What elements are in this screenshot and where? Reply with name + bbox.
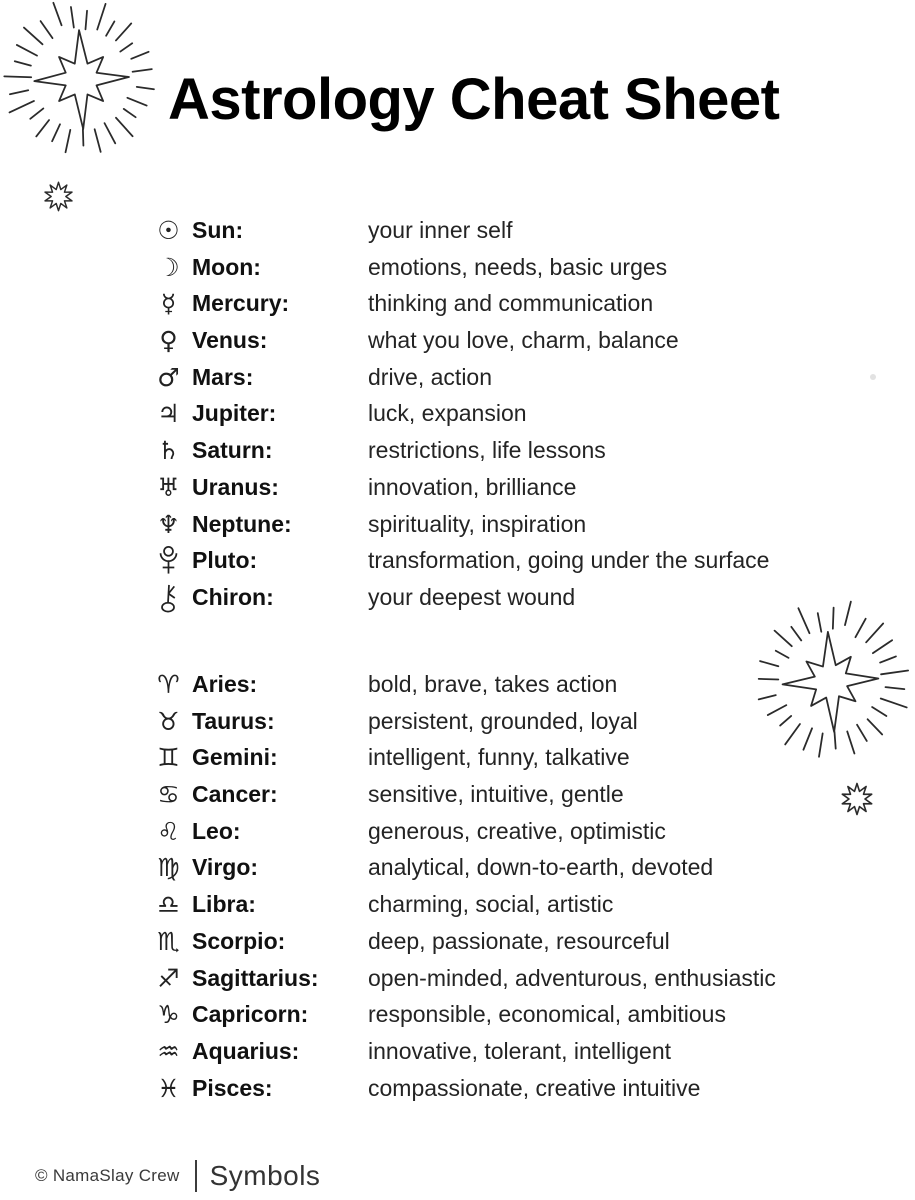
planet-desc: spirituality, inspiration (368, 510, 587, 537)
moon-icon: ☽ (157, 252, 180, 282)
starburst-large-left-icon (0, 0, 156, 156)
table-row (145, 469, 769, 506)
star-small-right-icon (839, 781, 875, 817)
paper-speck (870, 374, 876, 380)
planet-name: Venus: (192, 327, 268, 354)
table-row (145, 996, 776, 1033)
footer-divider (195, 1160, 197, 1192)
table-row (145, 739, 776, 776)
aries-icon: ♈ (157, 669, 180, 699)
footer (35, 1160, 320, 1192)
mars-icon: ♂ (157, 362, 180, 392)
sign-name: Aries: (192, 670, 258, 697)
libra-icon: ♎ (157, 890, 180, 920)
planet-name: Neptune: (192, 510, 292, 537)
sign-name: Taurus: (192, 707, 275, 734)
zodiac-table (145, 666, 776, 1107)
table-row (145, 285, 769, 322)
sign-name: Cancer: (192, 781, 278, 808)
sign-name: Gemini: (192, 744, 278, 771)
table-row (145, 212, 769, 249)
table-row (145, 923, 776, 960)
planet-name: Pluto: (192, 547, 258, 574)
sign-name: Pisces: (192, 1074, 273, 1101)
sign-desc: charming, social, artistic (368, 891, 614, 918)
planet-desc: luck, expansion (368, 400, 527, 427)
footer-brand: Symbols (209, 1160, 321, 1191)
table-row (145, 506, 769, 543)
table-row (145, 322, 769, 359)
planet-desc: emotions, needs, basic urges (368, 253, 668, 280)
planet-desc: innovation, brilliance (368, 473, 577, 500)
sign-name: Leo: (192, 817, 241, 844)
sign-desc: persistent, grounded, loyal (368, 707, 638, 734)
sign-name: Libra: (192, 891, 256, 918)
sign-desc: compassionate, creative intuitive (368, 1074, 701, 1101)
table-row (145, 396, 769, 433)
sign-desc: open-minded, adventurous, enthusiastic (368, 964, 776, 991)
planets-table (145, 212, 769, 616)
sign-name: Aquarius: (192, 1038, 300, 1065)
planet-name: Saturn: (192, 437, 273, 464)
sign-desc: intelligent, funny, talkative (368, 744, 630, 771)
cancer-icon: ♋ (157, 780, 180, 810)
jupiter-icon: ♃ (157, 399, 180, 429)
page-title: Astrology Cheat Sheet (168, 67, 780, 132)
sun-icon: ☉ (157, 215, 180, 245)
leo-icon: ♌ (157, 816, 180, 846)
sign-desc: deep, passionate, resourceful (368, 927, 670, 954)
planet-desc: your inner self (368, 216, 513, 243)
table-row (145, 666, 776, 703)
star-small-left-icon (42, 180, 75, 213)
sign-desc: bold, brave, takes action (368, 670, 618, 697)
table-row (145, 1070, 776, 1107)
sign-name: Virgo: (192, 854, 259, 881)
planet-name: Jupiter: (192, 400, 277, 427)
chiron-icon (145, 582, 192, 613)
table-row (145, 960, 776, 997)
aquarius-icon: ♒ (157, 1037, 180, 1067)
table-row (145, 249, 769, 286)
table-row (145, 813, 776, 850)
gemini-icon: ♊ (157, 743, 180, 773)
planet-desc: transformation, going under the surface (368, 547, 770, 574)
table-row (145, 776, 776, 813)
sign-desc: analytical, down-to-earth, devoted (368, 854, 714, 881)
planet-name: Mercury: (192, 290, 290, 317)
mercury-icon: ☿ (160, 289, 177, 319)
planet-name: Sun: (192, 216, 244, 243)
planet-desc: what you love, charm, balance (368, 327, 679, 354)
table-row (145, 850, 776, 887)
pluto-icon (145, 545, 192, 576)
planet-name: Mars: (192, 363, 254, 390)
sign-name: Scorpio: (192, 927, 286, 954)
taurus-icon: ♉ (157, 706, 180, 736)
planet-name: Chiron: (192, 584, 274, 611)
table-row (145, 1033, 776, 1070)
virgo-icon: ♍ (157, 853, 180, 883)
sign-name: Capricorn: (192, 1001, 309, 1028)
sign-desc: sensitive, intuitive, gentle (368, 781, 624, 808)
neptune-icon: ♆ (157, 509, 180, 539)
sign-desc: generous, creative, optimistic (368, 817, 666, 844)
capricorn-icon: ♑ (157, 1000, 180, 1030)
copyright-text: © NamaSlay Crew (35, 1166, 180, 1185)
saturn-icon: ♄ (157, 436, 180, 466)
planet-name: Uranus: (192, 473, 279, 500)
table-row (145, 579, 769, 616)
planet-name: Moon: (192, 253, 261, 280)
table-row (145, 886, 776, 923)
planet-desc: restrictions, life lessons (368, 437, 606, 464)
sign-desc: responsible, economical, ambitious (368, 1001, 726, 1028)
table-row (145, 703, 776, 740)
uranus-icon: ♅ (157, 472, 180, 502)
planet-desc: your deepest wound (368, 584, 576, 611)
table-row (145, 359, 769, 396)
planet-desc: drive, action (368, 363, 493, 390)
table-row (145, 542, 769, 579)
sagittarius-icon: ♐ (157, 963, 180, 993)
planet-desc: thinking and communication (368, 290, 654, 317)
sign-desc: innovative, tolerant, intelligent (368, 1038, 672, 1065)
venus-icon: ♀ (159, 326, 178, 356)
table-row (145, 432, 769, 469)
sign-name: Sagittarius: (192, 964, 319, 991)
pisces-icon: ♓ (157, 1073, 180, 1103)
scorpio-icon: ♏ (157, 926, 180, 956)
